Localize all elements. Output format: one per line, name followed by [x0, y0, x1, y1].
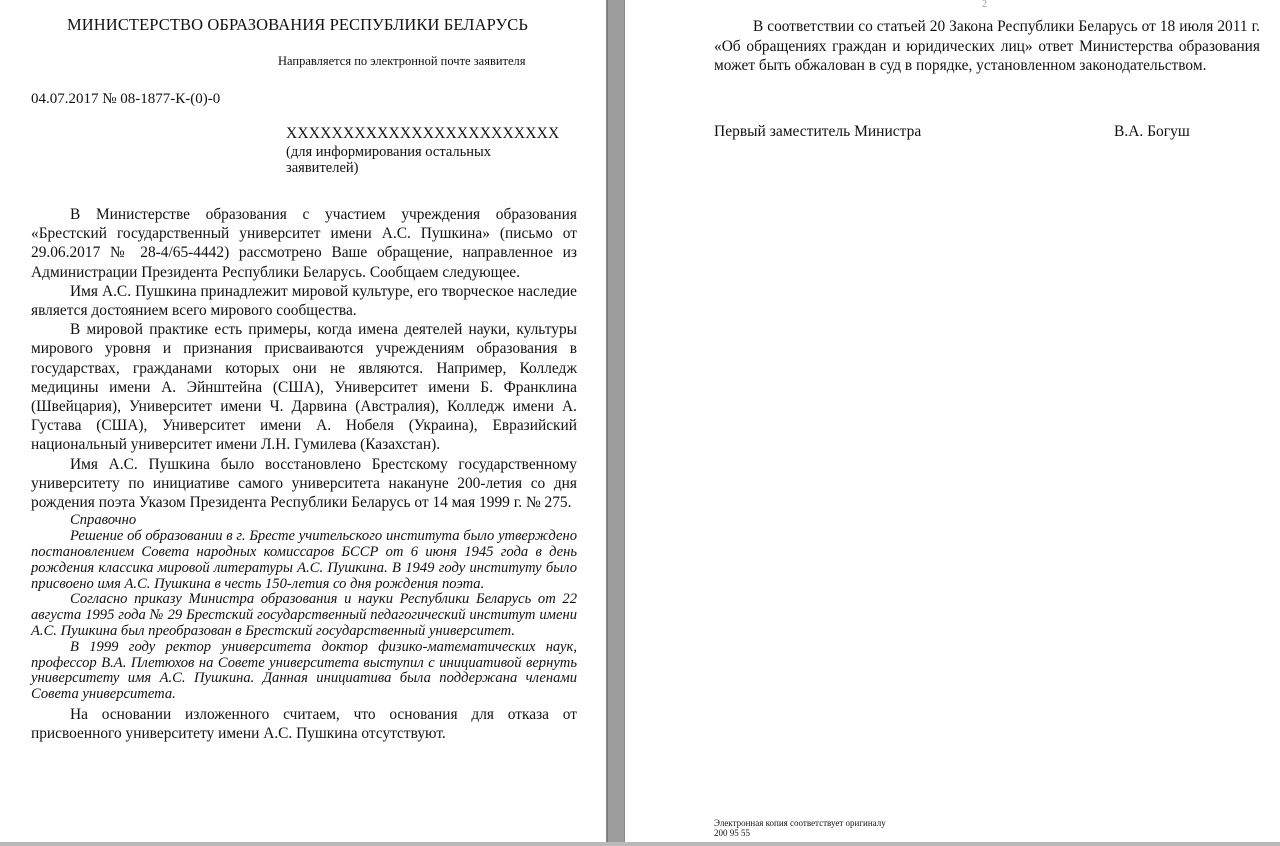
- copy-code: 200 95 55: [714, 828, 750, 838]
- signer-title: Первый заместитель Министра: [714, 123, 922, 140]
- reference-item: Решение об образовании в г. Бресте учительского института было утверждено постановлением Совета народных комиссаров БССР от 6 июня 1945 года в день рождения классика мировой литературы А.С. Пушкина. В 1949 году институту было присвоено имя А.С. Пушкина в честь 150-летия со дня рождения поэта.: [31, 528, 577, 592]
- signer-name: В.А. Богуш: [1114, 123, 1190, 140]
- paragraph: В мировой практике есть примеры, когда имена деятелей науки, культуры мирового уровня и признания присваиваются учреждениям образования в государствах, гражданами которых они не являются. Например, Колледж медицины имени А. Эйнштейна (США), Университет имени Б. Франклина (Швейцария), Университет имени Ч. Дарвина (Австралия), Колледж имени А. Густава (США), Университет имени А. Нобеля (Украина), Евразийский национальный университет имени Л.Н. Гумилева (Казахстан).: [31, 321, 577, 454]
- electronic-copy-note: [714, 818, 886, 838]
- addressee: XXXXXXXXXXXXXXXXXXXXXXXX: [286, 125, 560, 142]
- page-number: 2: [982, 0, 987, 10]
- bottom-strip: [0, 842, 1280, 846]
- conclusion-paragraph: На основании изложенного считаем, что основания для отказа от присвоенного университету имени А.С. Пушкина отсутствуют.: [31, 706, 577, 743]
- reference-section: [31, 512, 577, 703]
- page-gutter: [607, 0, 625, 846]
- addressee-note: (для информирования остальных заявителей): [286, 144, 491, 176]
- paragraph: Имя А.С. Пушкина было восстановлено Брестскому государственному университету по инициативе самого университета накануне 200-летия со дня рождения поэта Указом Президента Республики Беларусь от 14 мая 1999 г. № 275.: [31, 455, 577, 512]
- appeal-paragraph: [714, 17, 1260, 76]
- document-page-1: [0, 0, 607, 842]
- delivery-note: Направляется по электронной почте заявителя: [278, 54, 526, 68]
- letter-body: [31, 205, 577, 743]
- registration-number: 04.07.2017 № 08-1877-К-(0)-0: [31, 91, 221, 107]
- paragraph: Имя А.С. Пушкина принадлежит мировой культуре, его творческое наследие является достоянием всего мирового сообщества.: [31, 282, 577, 320]
- appeal-text: В соответствии со статьей 20 Закона Республики Беларусь от 18 июля 2011 г. «Об обращениях граждан и юридических лиц» ответ Министерства образования может быть обжалован в суд в порядке, установленном законодательством.: [714, 18, 1260, 75]
- reference-title: Справочно: [70, 512, 137, 529]
- paragraph: В Министерстве образования с участием учреждения образования «Брестский государственный университет имени А.С. Пушкина» (письмо от 29.06.2017 № 28-4/65-4442) рассмотрено Ваше обращение, направленное из Администрации Президента Республики Беларусь. Сообщаем следующее.: [31, 206, 577, 281]
- document-page-2: [624, 0, 1280, 842]
- ministry-header: МИНИСТЕРСТВО ОБРАЗОВАНИЯ РЕСПУБЛИКИ БЕЛАРУСЬ: [67, 15, 528, 34]
- copy-note-text: Электронная копия соответствует оригиналу: [714, 818, 886, 828]
- reference-item: Согласно приказу Министра образования и науки Республики Беларусь от 22 августа 1995 года № 29 Брестский государственный педагогический институт имени А.С. Пушкина был преобразован в Брестский государственный университет.: [31, 591, 577, 640]
- reference-item: В 1999 году ректор университета доктор физико-математических наук, профессор В.А. Плетюхов на Совете университета выступил с инициативой вернуть университету имя А.С. Пушкина. Данная инициатива была поддержана членами Совета университета.: [31, 638, 577, 703]
